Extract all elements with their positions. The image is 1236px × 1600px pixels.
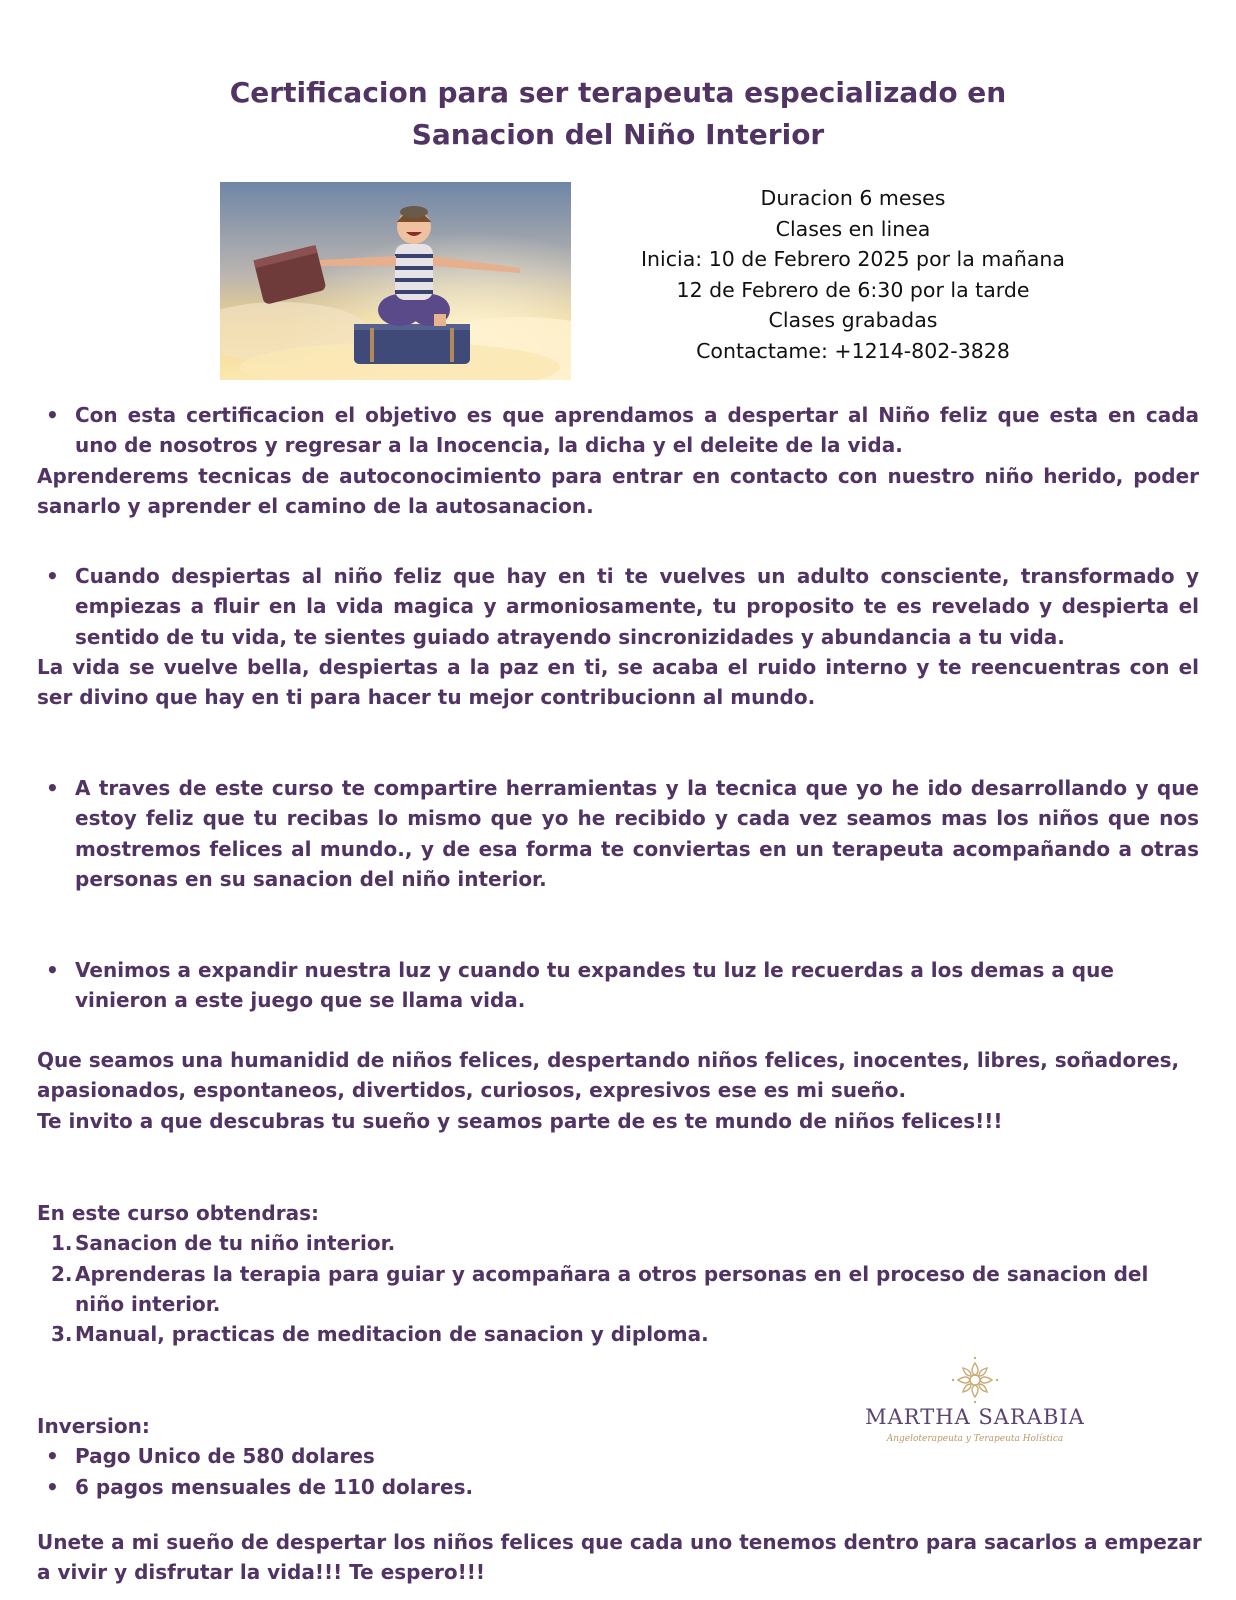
dream-line-1: Que seamos una humanidid de niños felices, despertando niños felices, inocentes, libres, soñadores, xyxy=(37,1048,1180,1072)
section-3 xyxy=(37,773,1199,894)
course-benefits xyxy=(37,1198,1177,1349)
investment-item-1: • Pago Unico de 580 dolares xyxy=(37,1441,737,1471)
dream-statement xyxy=(37,1045,1199,1136)
course-item-3-number: 3. xyxy=(51,1322,73,1347)
investment-item-2: • 6 pagos mensuales de 110 dolares. xyxy=(37,1472,737,1502)
logo-tagline: Angeloterapeuta y Terapeuta Holística xyxy=(886,1434,1064,1444)
course-item-2-number: 2. xyxy=(51,1261,73,1286)
detail-start-date: Inicia: 10 de Febrero 2025 por la mañana xyxy=(641,247,1065,271)
course-item-1-number: 1. xyxy=(51,1231,73,1256)
course-heading: En este curso obtendras: xyxy=(37,1201,319,1225)
logo-name: MARTHA SARABIA xyxy=(865,1405,1085,1429)
child-flying-on-suitcase-photo xyxy=(220,182,571,380)
section-4-bullet: • Venimos a expandir nuestra luz y cuando tu expandes tu luz le recuerdas a los demas a que vinieron a este juego que se llama vida. xyxy=(37,955,1199,1016)
dream-line-3: Te invito a que descubras tu sueño y seamos parte de es te mundo de niños felices!!! xyxy=(37,1108,1003,1133)
section-3-bullet: • A traves de este curso te compartire herramientas y la tecnica que yo he ido desarrollando y que estoy feliz que tu recibas lo mismo que yo he recibido y cada vez seamos mas los niños que nos mostremos felices al mundo., y de esa forma te conviertas en un terapeuta acompañando a otras personas en su sanacion del niño interior. xyxy=(37,773,1199,894)
course-item-1 xyxy=(37,1228,1177,1258)
investment-heading: Inversion: xyxy=(37,1414,150,1438)
title-line-2: Sanacion del Niño Interior xyxy=(411,118,825,151)
section-1 xyxy=(37,400,1199,521)
page-title xyxy=(0,72,1236,156)
course-item-1-text: Sanacion de tu niño interior. xyxy=(75,1231,396,1256)
course-item-3 xyxy=(37,1319,1177,1349)
detail-online: Clases en linea xyxy=(775,216,931,241)
section-1-paragraph: Aprenderems tecnicas de autoconocimiento para entrar en contacto con nuestro niño herido, poder sanarlo y aprender el camino de la autosanacion. xyxy=(37,463,1199,518)
closing-message xyxy=(37,1527,1207,1588)
brand-logo xyxy=(860,1355,1090,1445)
detail-contact[interactable]: Contactame: +1214-802-3828 xyxy=(696,338,1010,363)
investment xyxy=(37,1411,737,1502)
mandala-icon xyxy=(950,1355,1000,1405)
detail-recorded: Clases grabadas xyxy=(768,308,938,332)
section-1-bullet: • Con esta certificacion el objetivo es que aprendamos a despertar al Niño feliz que esta en cada uno de nosotros y regresar a la Inocencia, la dicha y el deleite de la vida. xyxy=(37,400,1199,461)
detail-duration: Duracion 6 meses xyxy=(760,186,946,210)
course-details xyxy=(628,183,1078,366)
section-2 xyxy=(37,561,1199,712)
detail-second-date: 12 de Febrero de 6:30 por la tarde xyxy=(676,277,1030,302)
section-4 xyxy=(37,955,1199,1016)
closing-text: Unete a mi sueño de despertar los niños felices que cada uno tenemos dentro para sacarlos a empezar a vivir y disfrutar la vida!!! Te espero!!! xyxy=(37,1530,1202,1585)
course-item-2-text: Aprenderas la terapia para guiar y acompañara a otros personas en el proceso de sanacion del niño interior. xyxy=(75,1261,1149,1316)
course-item-3-text: Manual, practicas de meditacion de sanacion y diploma. xyxy=(75,1322,709,1347)
dream-line-2: apasionados, espontaneos, divertidos, curiosos, expresivos ese es mi sueño. xyxy=(37,1078,907,1103)
section-2-paragraph: La vida se vuelve bella, despiertas a la paz en ti, se acaba el ruido interno y te reencuentras con el ser divino que hay en ti para hacer tu mejor contribucionn al mundo. xyxy=(37,654,1199,710)
title-line-1: Certificacion para ser terapeuta especializado en xyxy=(229,76,1007,109)
section-2-bullet: • Cuando despiertas al niño feliz que hay en ti te vuelves un adulto consciente, transformado y empiezas a fluir en la vida magica y armoniosamente, tu proposito te es revelado y despierta el sentido de tu vida, te sientes guiado atrayendo sincronizidades y abundancia a tu vida. xyxy=(37,561,1199,652)
course-item-2 xyxy=(37,1259,1177,1320)
